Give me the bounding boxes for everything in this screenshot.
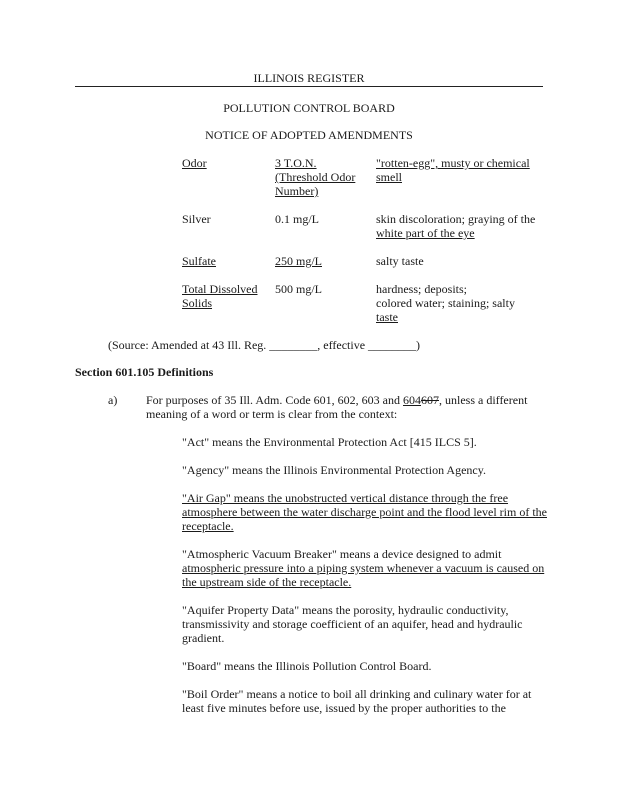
def-act: "Act" means the Environmental Protection Act [415 ILCS 5]. (182, 435, 477, 449)
silver-effect-1: skin discoloration; graying of the (376, 212, 536, 226)
odor-value-2: (Threshold Odor (275, 170, 356, 184)
odor-name: Odor (182, 156, 207, 170)
tds-value: 500 mg/L (275, 282, 322, 296)
def-airgap-2: atmosphere between the water discharge point and the flood level rim of the (182, 505, 547, 519)
tds-name-1: Total Dissolved (182, 282, 258, 296)
def-airgap-3: receptacle. (182, 519, 234, 533)
intro-line-2: meaning of a word or term is clear from the context: (146, 407, 398, 421)
odor-effect-2: smell (376, 170, 402, 184)
silver-name: Silver (182, 212, 211, 226)
sulfate-value: 250 mg/L (275, 254, 322, 268)
intro-line-1 (146, 393, 527, 408)
odor-value-3: Number) (275, 184, 319, 198)
def-board: "Board" means the Illinois Pollution Control Board. (182, 659, 432, 673)
section-heading: Section 601.105 Definitions (75, 365, 214, 379)
def-avb-1: "Atmospheric Vacuum Breaker" means a device designed to admit (182, 547, 502, 561)
def-agency: "Agency" means the Illinois Environmental Protection Agency. (182, 463, 486, 477)
agency-title: POLLUTION CONTROL BOARD (223, 101, 395, 115)
intro-text-b: , unless a different (439, 393, 528, 407)
tds-effect-2: colored water; staining; salty (376, 296, 515, 310)
header-rule (75, 86, 543, 87)
sulfate-effect: salty taste (376, 254, 424, 268)
def-boil-2: least five minutes before use, issued by the proper authorities to the (182, 701, 506, 715)
silver-value: 0.1 mg/L (275, 212, 319, 226)
def-apd-2: transmissivity and storage coefficient of an aquifer, head and hydraulic (182, 617, 523, 631)
odor-effect-1: "rotten-egg", musty or chemical (376, 156, 530, 170)
tds-name-2: Solids (182, 296, 213, 310)
odor-value-1: 3 T.O.N. (275, 156, 317, 170)
intro-inserted: 604 (403, 393, 421, 407)
def-apd-1: "Aquifer Property Data" means the porosity, hydraulic conductivity, (182, 603, 509, 617)
intro-deleted: 607 (421, 393, 439, 407)
def-avb-3: the upstream side of the receptacle. (182, 575, 352, 589)
intro-text-a: For purposes of 35 Ill. Adm. Code 601, 602, 603 and (146, 393, 403, 407)
def-avb-2: atmospheric pressure into a piping system whenever a vacuum is caused on (182, 561, 545, 575)
register-title: ILLINOIS REGISTER (253, 71, 365, 85)
def-airgap-1: "Air Gap" means the unobstructed vertical distance through the free (182, 491, 509, 505)
def-boil-1: "Boil Order" means a notice to boil all drinking and culinary water for at (182, 687, 532, 701)
tds-effect-3: taste (376, 310, 398, 324)
notice-title: NOTICE OF ADOPTED AMENDMENTS (205, 128, 413, 142)
source-note: (Source: Amended at 43 Ill. Reg. ________, effective ________) (108, 338, 421, 352)
tds-effect-1: hardness; deposits; (376, 282, 467, 296)
def-apd-3: gradient. (182, 631, 225, 645)
sulfate-name: Sulfate (182, 254, 216, 268)
silver-effect-2: white part of the eye (376, 226, 475, 240)
para-label: a) (108, 393, 118, 407)
